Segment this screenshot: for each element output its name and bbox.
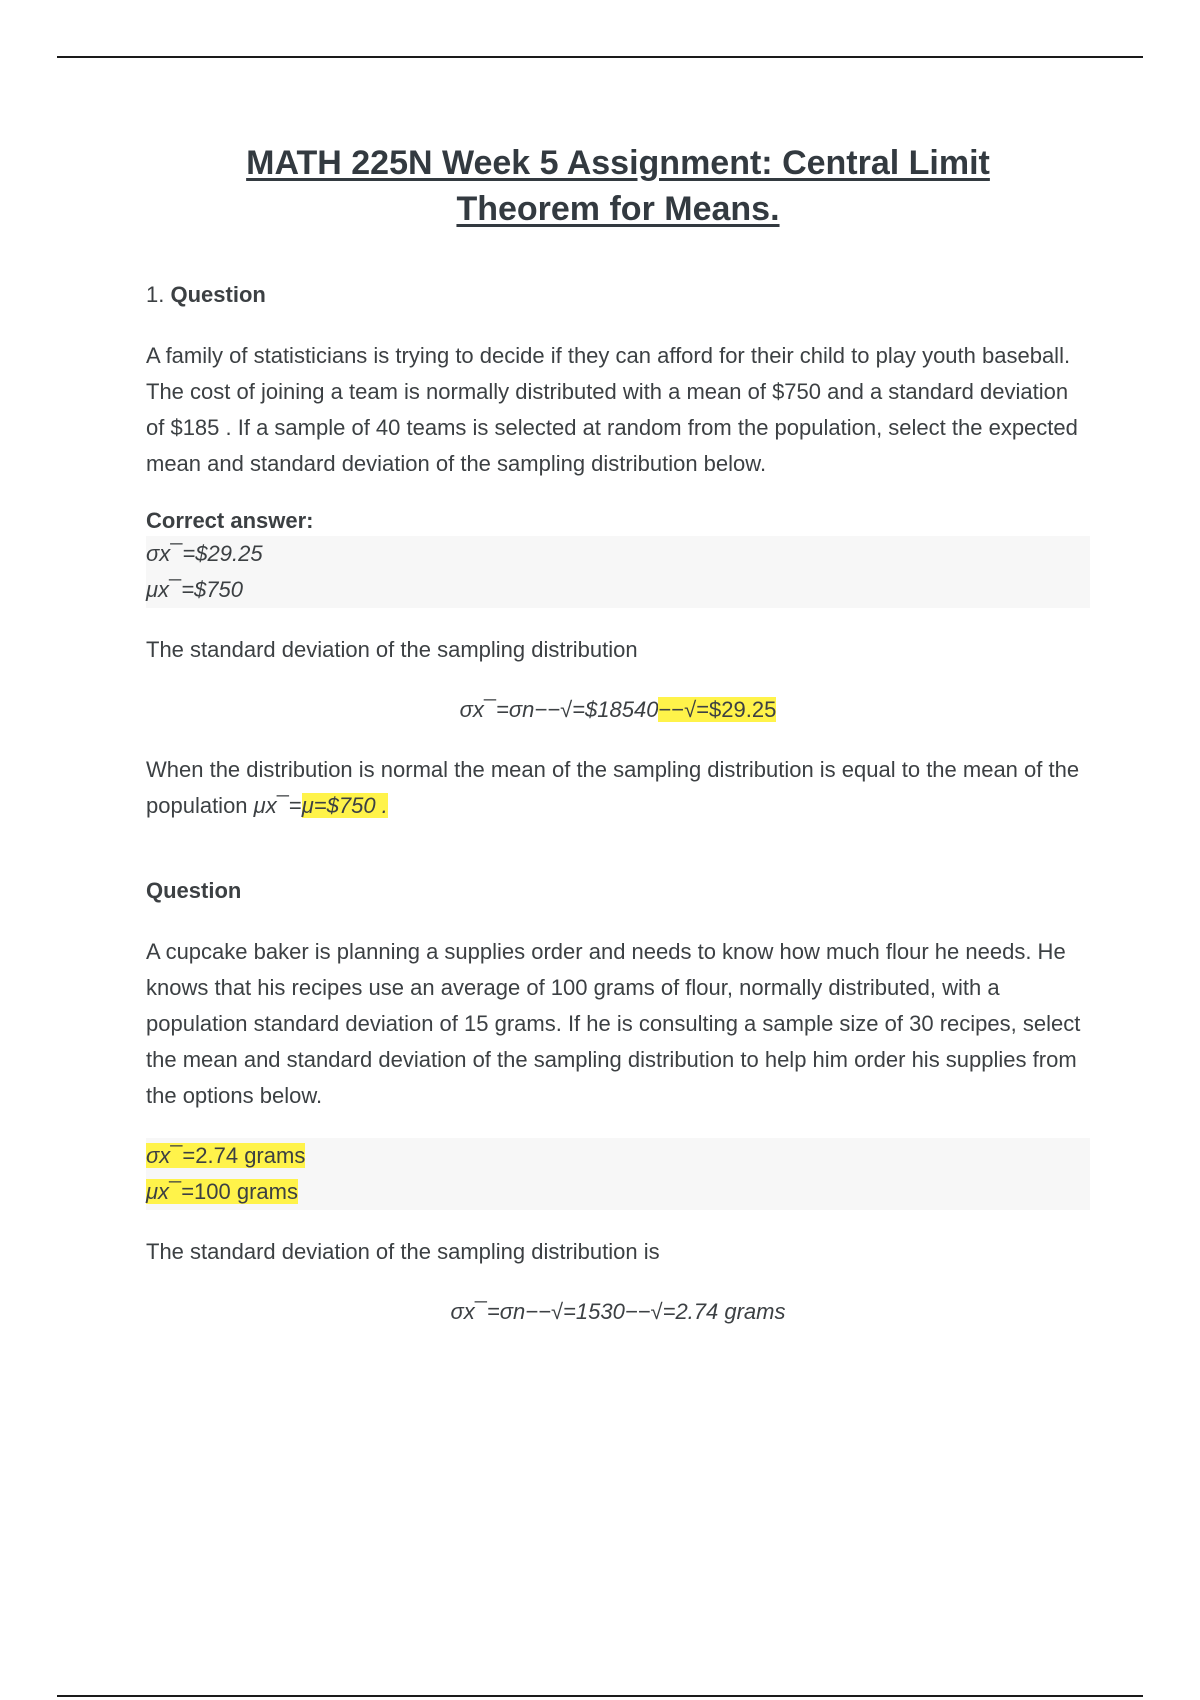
question-2-text: A cupcake baker is planning a supplies order and needs to know how much flour he needs. He knows that his recipes use an average of 100 grams of flour, normally distributed, with a population standard deviation of 15 grams. If he is consulting a sample size of 30 recipes, select the mean and standard deviation of the sampling distribution to help him order his supplies from the options below.: [146, 939, 1081, 1108]
question-2-heading: [146, 876, 1090, 906]
question-1-number: 1.: [146, 282, 165, 307]
question-1-answer-mean: μx¯=$750: [146, 577, 243, 602]
title-line-2: Theorem for Means.: [456, 190, 780, 228]
question-2-heading-label: Question: [146, 878, 242, 903]
question-1-sd-formula: [146, 692, 1090, 728]
title-line-1: MATH 225N Week 5 Assignment: Central Limit: [246, 144, 990, 182]
question-1-sd-intro: The standard deviation of the sampling distribution: [146, 637, 638, 662]
question-1-answer-block: [146, 536, 1090, 608]
document-title: [146, 140, 1090, 232]
mean-explanation-math: μx¯: [253, 793, 289, 818]
question-1-heading-label: Question: [170, 282, 266, 307]
question-1-heading: [146, 280, 1090, 310]
mean-explanation-text: When the distribution is normal the mean of the sampling distribution is equal to the mean of the population: [146, 757, 1080, 818]
question-2-answer-block: [146, 1138, 1090, 1210]
document-body: [146, 140, 1090, 1330]
q2-sd-math: σx¯: [146, 1143, 183, 1168]
question-1-mean-explanation: [146, 752, 1090, 824]
formula-1-highlight: −−√=$29.25: [658, 697, 777, 722]
q2-sd-value: =2.74 grams: [182, 1143, 306, 1168]
q2-mean-value: =100 grams: [181, 1179, 298, 1204]
top-rule: [57, 56, 1143, 58]
question-1-text: A family of statisticians is trying to decide if they can afford for their child to play youth baseball. The cost of joining a team is normally distributed with a mean of $750 and a standard deviation of $185 . If a sample of 40 teams is selected at random from the population, select the expected mean and standard deviation of the sampling distribution below.: [146, 343, 1078, 476]
formula-1-main: σx¯=σn−−√=$18540: [459, 697, 659, 722]
mean-explanation-highlight: μ=$750 .: [301, 793, 388, 818]
question-1-answer-sd: σx¯=$29.25: [146, 541, 263, 566]
q2-mean-math: μx¯: [146, 1179, 182, 1204]
question-2-answer-mean: [146, 1174, 1090, 1210]
correct-answer-label: Correct answer:: [146, 508, 314, 533]
mean-explanation-equals: =: [288, 793, 302, 818]
question-2-sd-intro: The standard deviation of the sampling distribution is: [146, 1239, 660, 1264]
bottom-rule: [57, 1695, 1143, 1697]
question-2-answer-sd: [146, 1138, 1090, 1174]
question-2-sd-formula: σx¯=σn−−√=1530−−√=2.74 grams: [450, 1299, 786, 1324]
